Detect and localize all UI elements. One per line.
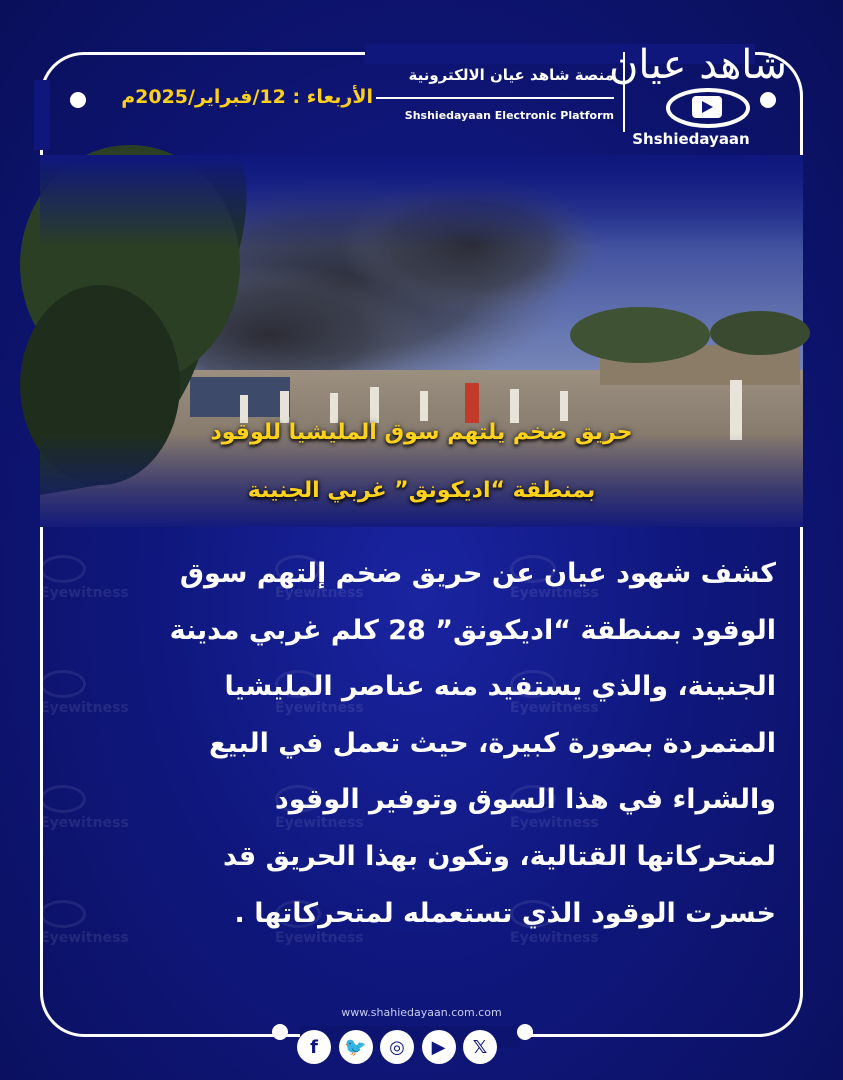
watermark-text: Eyewitness	[510, 930, 599, 946]
post-date: الأربعاء : 12/فبراير/2025م	[121, 86, 373, 108]
frame-dot	[70, 92, 86, 108]
watermark-text: Eyewitness	[275, 930, 364, 946]
article-line: خسرت الوقود الذي تستعمله لمتحركاتها .	[234, 897, 776, 929]
frame-dot	[760, 92, 776, 108]
headline-line-2: بمنطقة “اديكونق” غربي الجنينة	[247, 478, 596, 503]
logo-english-text: Shshiedayaan	[632, 130, 750, 148]
watermark-text: Eyewitness	[275, 815, 364, 831]
article-line: لمتحركاتها القتالية، وتكون بهذا الحريق قد	[222, 840, 776, 872]
twitter-bird-icon[interactable]: 🐦	[339, 1030, 373, 1064]
platform-name-english: Shshiedayaan Electronic Platform	[404, 109, 614, 122]
social-links	[297, 1030, 497, 1066]
watermark-text: Eyewitness	[40, 700, 129, 716]
article-line: المتمردة بصورة كبيرة، حيث تعمل في البيع	[208, 727, 776, 759]
watermark-text: Eyewitness	[510, 815, 599, 831]
header-divider	[376, 97, 614, 99]
watermark-text: Eyewitness	[40, 585, 129, 601]
watermark-text: Eyewitness	[510, 585, 599, 601]
frame-dot	[272, 1024, 288, 1040]
logo-arabic-text: شاهد عيان	[608, 42, 788, 88]
article-line: كشف شهود عيان عن حريق ضخم إلتهم سوق	[179, 558, 776, 589]
article-body	[60, 546, 776, 942]
market-fire-photo	[40, 155, 803, 527]
instagram-icon[interactable]: ◎	[380, 1030, 414, 1064]
watermark-text: Eyewitness	[40, 930, 129, 946]
platform-name-arabic: منصة شاهد عيان الالكترونية	[408, 66, 614, 84]
watermark-text: Eyewitness	[40, 815, 129, 831]
eye-play-logo-icon	[608, 34, 788, 134]
watermark-text: Eyewitness	[275, 585, 364, 601]
article-line: الوقود بمنطقة “اديكونق” 28 كلم غربي مدينة	[169, 614, 776, 646]
frame-gap	[34, 80, 50, 150]
article-line: والشراء في هذا السوق وتوفير الوقود	[274, 784, 776, 816]
facebook-icon[interactable]: f	[297, 1030, 331, 1064]
watermark-text: Eyewitness	[275, 700, 364, 716]
headline-line-1: حريق ضخم يلتهم سوق المليشيا للوقود	[210, 420, 633, 445]
x-icon[interactable]: 𝕏	[463, 1030, 497, 1064]
website-url[interactable]: www.shahiedayaan.com.com	[341, 1006, 502, 1019]
news-photo	[40, 155, 803, 527]
article-line: الجنينة، والذي يستفيد منه عناصر المليشيا	[224, 671, 776, 703]
frame-dot	[517, 1024, 533, 1040]
youtube-icon[interactable]: ▶	[422, 1030, 456, 1064]
watermark-text: Eyewitness	[510, 700, 599, 716]
